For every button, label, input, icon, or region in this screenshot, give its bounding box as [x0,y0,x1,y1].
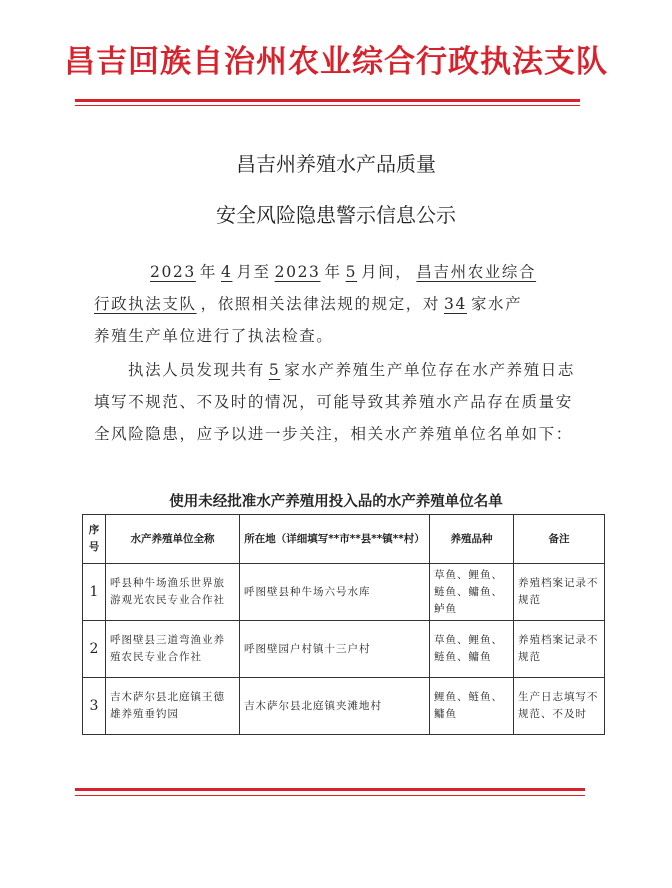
row-species: 草鱼、鲤鱼、鲢鱼、鳙鱼 [430,621,514,678]
paragraph-inspection-period: 2023 年 4 月至 2023 年 5 月间， 昌吉州农业综合 行政执法支队 ，依照相关法律法规的规定，对 34 家水产 养殖生产单位进行了执法检查。 [94,256,578,352]
start-month: 4 [220,263,233,281]
row-index: 1 [83,564,106,621]
header-remarks: 备注 [514,515,605,564]
row-index: 2 [83,621,106,678]
header-unit-name: 水产养殖单位全称 [106,515,240,564]
header-index: 序号 [83,515,106,564]
table-header-row [83,515,605,564]
header-species: 养殖品种 [430,515,514,564]
notice-title-line-2: 安全风险隐患警示信息公示 [216,203,456,227]
row-species: 鲤鱼、鲢鱼、鳙鱼 [430,678,514,735]
notice-title-line-1: 昌吉州养殖水产品质量 [236,152,436,176]
inspected-count: 34 [444,295,467,313]
letterhead-rule-thick [75,99,580,102]
footer-rule-thick [75,788,585,791]
footer-rule-thin [75,795,585,796]
farm-list-table [82,514,605,735]
row-remarks: 养殖档案记录不规范 [514,621,605,678]
row-index: 3 [83,678,106,735]
row-species: 草鱼、鲤鱼、鲢鱼、鳙鱼、鲈鱼 [430,564,514,621]
row-location: 呼图壁园户村镇十三户村 [240,621,430,678]
row-location: 吉木萨尔县北庭镇夹滩地村 [240,678,430,735]
agency-name-part-2: 行政执法支队 [94,295,197,313]
row-remarks: 养殖档案记录不规范 [514,564,605,621]
row-location: 呼图壁县种牛场六号水库 [240,564,430,621]
header-location: 所在地（详细填写**市**县**镇**村） [240,515,430,564]
table-row [83,678,605,735]
row-remarks: 生产日志填写不规范、不及时 [514,678,605,735]
letterhead-title: 昌吉回族自治州农业综合行政执法支队 [64,44,608,80]
end-month: 5 [345,263,358,281]
end-year: 2023 [274,263,321,281]
start-year: 2023 [150,263,196,281]
row-unit-name: 吉木萨尔县北庭镇王德雄养殖垂钓园 [106,678,240,735]
letterhead-rule-thin [75,105,580,106]
row-unit-name: 呼县种牛场渔乐世界旅游观光农民专业合作社 [106,564,240,621]
table-title: 使用未经批准水产养殖用投入品的水产养殖单位名单 [169,494,503,510]
agency-name-part-1: 昌吉州农业综合 [416,263,537,281]
row-unit-name: 呼图壁县三道弯渔业养殖农民专业合作社 [106,621,240,678]
table-row [83,621,605,678]
paragraph-findings: 执法人员发现共有 5 家水产养殖生产单位存在水产养殖日志填写不规范、不及时的情况，可能导致其养殖水产品存在质量安全风险隐患，应予以进一步关注，相关水产养殖单位名单如下： [94,361,575,443]
violation-count: 5 [268,361,281,379]
table-row [83,564,605,621]
